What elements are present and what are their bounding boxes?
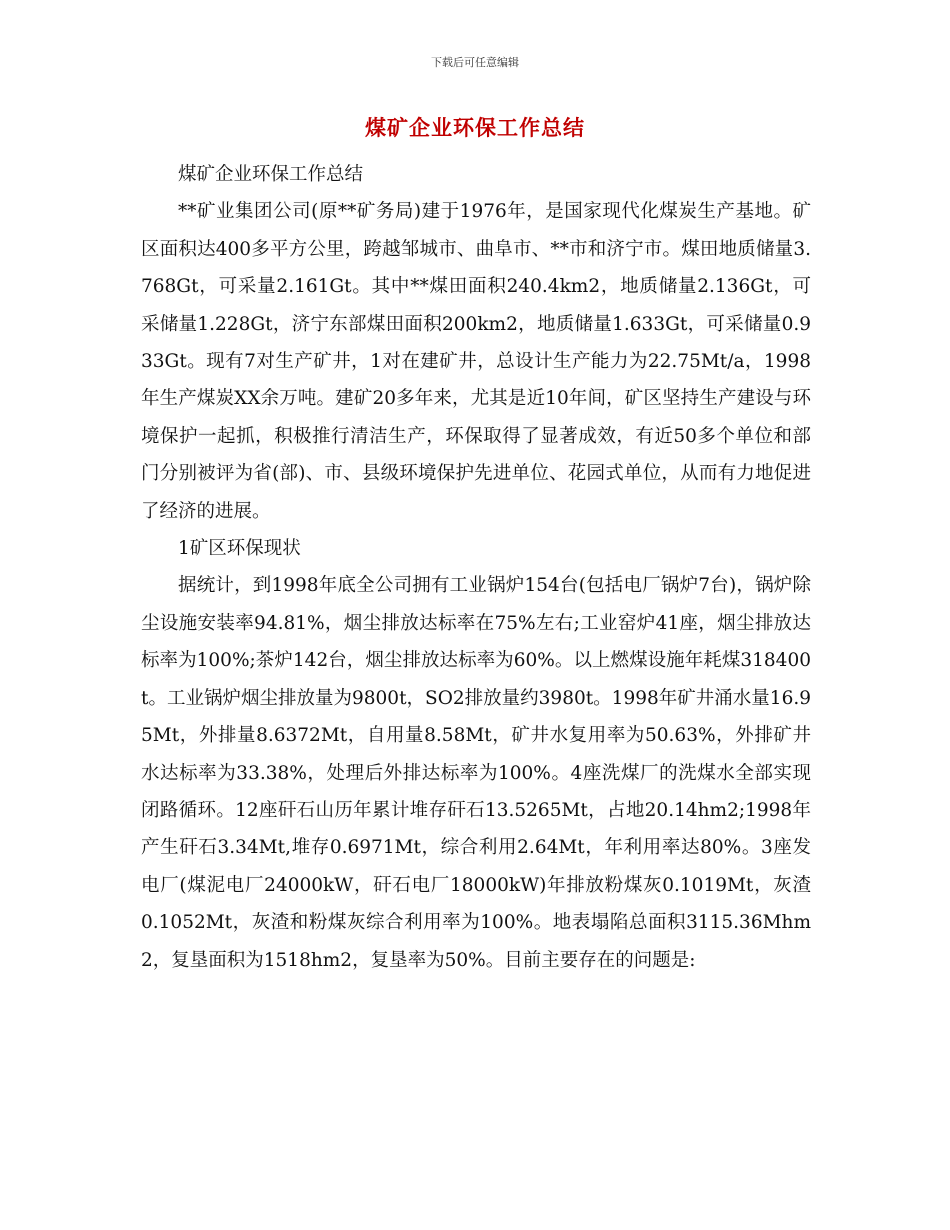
document-title: 煤矿企业环保工作总结 <box>365 116 585 140</box>
paragraph-intro: **矿业集团公司(原**矿务局)建于1976年，是国家现代化煤炭生产基地。矿区面积达400多平方公里，跨越邹城市、曲阜市、**市和济宁市。煤田地质储量3.768Gt，可采量2.161Gt。其中**煤田面积240.4km2，地质储量2.136Gt，可采储量1.228Gt，济宁东部煤田面积200km2，地质储量1.633Gt，可采储量0.933Gt。现有7对生产矿井，1对在建矿井，总设计生产能力为22.75Mt/a，1998年生产煤炭XX余万吨。建矿20多年来，尤其是近10年间，矿区坚持生产建设与环境保护一起抓，积极推行清洁生产，环保取得了显著成效，有近50多个单位和部门分别被评为省(部)、市、县级环境保护先进单位、花园式单位，从而有力地促进了经济的进展。 <box>141 201 811 522</box>
section-heading-1: 1矿区环保现状 <box>178 538 301 560</box>
document-body <box>141 156 811 979</box>
paragraph-status: 据统计，到1998年底全公司拥有工业锅炉154台(包括电厂锅炉7台)，锅炉除尘设施安装率94.81%，烟尘排放达标率在75%左右;工业窑炉41座，烟尘排放达标率为100%;茶炉142台，烟尘排放达标率为60%。以上燃煤设施年耗煤318400t。工业锅炉烟尘排放量为9800t，SO2排放量约3980t。1998年矿井涌水量16.95Mt，外排量8.6372Mt，自用量8.58Mt，矿井水复用率为50.63%，外排矿井水达标率为33.38%，处理后外排达标率为100%。4座洗煤厂的洗煤水全部实现闭路循环。12座矸石山历年累计堆存矸石13.5265Mt，占地20.14hm2;1998年产生矸石3.34Mt,堆存0.6971Mt，综合利用2.64Mt，年利用率达80%。3座发电厂(煤泥电厂24000kW，矸石电厂18000kW)年排放粉煤灰0.1019Mt，灰渣0.1052Mt，灰渣和粉煤灰综合利用率为100%。地表塌陷总面积3115.36Mhm2，复垦面积为1518hm2，复垦率为50%。目前主要存在的问题是: <box>141 575 811 971</box>
paragraph-subtitle: 煤矿企业环保工作总结 <box>178 164 364 185</box>
header-note: 下载后可任意编辑 <box>431 56 519 69</box>
